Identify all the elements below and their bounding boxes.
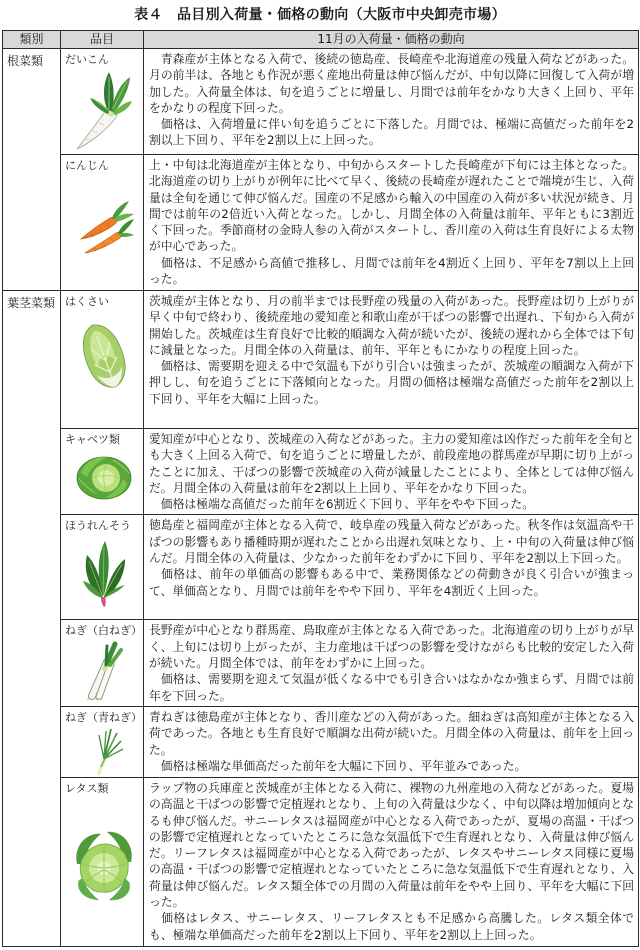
header-row xyxy=(3,31,639,49)
price-paragraph: 価格は、需要期を迎える中で気温も下がり引合いは強まったが、茨城産の順調な入荷が下押しし、旬を追うごとに下落傾向となった。月間の価格は極端な高値だった前年を2割以上下回り、平年を大幅に上回った。 xyxy=(149,359,634,406)
trend-text-cell xyxy=(144,706,639,777)
trend-table xyxy=(2,30,639,947)
carrot-icon xyxy=(79,199,135,255)
lettuce-icon xyxy=(71,824,137,904)
header-trend: 11月の入荷量・価格の動向 xyxy=(144,31,639,49)
trend-paragraph: 青森産が主体となる入荷で、後続の徳島産、長崎産や北海道産の残量入荷などがあった。月の前半は、各地とも作況が悪く産地出荷量は伸び悩んだが、中旬以降に回復して入荷が増加した。入荷量全体は、旬を追うごとに増量し、月間では前年をかなり大きく上回り、平年をかなりの程度下回った。 xyxy=(149,52,634,115)
price-paragraph: 価格は、不足感から高値で推移し、月間では前年を4割近く上回り、平年を7割以上上回った。 xyxy=(149,255,634,287)
price-paragraph: 価格は、前年の単価高の影響もある中で、業務関係などの荷動きが良く引合いが強まって、単価高となり、月間では前年をやや下回り、平年を4割近く上回った。 xyxy=(149,567,634,598)
item-cell xyxy=(61,620,144,706)
trend-paragraph: 長野産が中心となり群馬産、鳥取産が主体となる入荷であった。北海道産の切り上がりが早く、上旬には切り上がったが、主力産地は干ばつの影響を受けながらも比較的安定した入荷が続いた。月間全体では、前年をわずかに上回った。 xyxy=(149,623,634,671)
trend-paragraph: 青ねぎは徳島産が主体となり、香川産などの入荷があった。細ねぎは高知産が主体となる入荷であった。各地とも生育良好で順調な出荷が続いた。月間全体の入荷量は、前年を上回った。 xyxy=(149,709,634,757)
trend-text-cell xyxy=(144,777,639,946)
trend-paragraph: 徳島産と福岡産が主体となる入荷で、岐阜産の残量入荷などがあった。秋冬作は気温高や干ばつの影響もあり播種時期が遅れたことから出遅れ気味となり、上・中旬の入荷量は伸び悩んだ。月間全体の入荷量は、少なかった前年をわずかに下回り、平年を2割以上下回った。 xyxy=(149,518,634,566)
trend-text-cell xyxy=(144,620,639,706)
trend-text-cell xyxy=(144,291,639,429)
category-cell-leaf-stem-vegetables: 葉茎菜類 xyxy=(3,291,61,947)
item-label: ねぎ（青ねぎ） xyxy=(65,710,142,724)
table-row xyxy=(3,620,639,706)
price-paragraph: 価格は極端な高値だった前年を6割近く下回り、平年をやや下回った。 xyxy=(149,497,535,512)
table-row xyxy=(3,429,639,515)
item-label: だいこん xyxy=(65,53,109,66)
green-onion-icon xyxy=(85,727,125,775)
white-leek-icon xyxy=(85,640,125,700)
table-row xyxy=(3,515,639,620)
table-row xyxy=(3,49,639,155)
item-label: はくさい xyxy=(65,295,109,308)
trend-text-cell xyxy=(144,49,639,155)
item-label: キャベツ類 xyxy=(65,433,120,446)
table-row xyxy=(3,777,639,946)
trend-paragraph: 茨城産が主体となり、月の前半までは長野産の残量の入荷があった。長野産は切り上がりが早く中旬で終わり、後続産地の愛知産と和歌山産が干ばつの影響で出遅れ、下旬から入荷が開始した。茨城産は生育良好で比較的順調な入荷が続いたが、後続の遅れから全体では下旬に減量となった。月間全体の入荷量は、前年、平年ともにかなりの程度上回った。 xyxy=(149,294,634,357)
trend-text-cell xyxy=(144,155,639,291)
item-cell xyxy=(61,49,144,155)
table-row xyxy=(3,155,639,291)
price-paragraph: 価格は、需要期を迎えて気温が低くなる中でも引き合いはなかなか強まらず、月間では前年を下回った。 xyxy=(149,672,634,703)
category-cell-root-vegetables: 根菜類 xyxy=(3,49,61,291)
table-title: 表４ 品目別入荷量・価格の動向（大阪市中央卸売市場） xyxy=(134,7,506,23)
price-paragraph: 価格は極端な単価高だった前年を大幅に下回り、平年並みであった。 xyxy=(149,758,527,773)
trend-text-cell xyxy=(144,515,639,620)
daikon-icon xyxy=(75,69,133,151)
trend-paragraph: ラップ物の兵庫産と茨城産が主体となる入荷に、裸物の九州産地の入荷などがあった。夏場の高温と干ばつの影響で定植遅れとなり、上旬の入荷量は少なく、中旬以降は増加傾向となるも伸び悩んだ。サニーレタスは福岡産が中心となる入荷であったが、夏場の高温・干ばつの影響で定植遅れとなっていたところに急な気温低下で生育遅れとなり、入荷量は伸び悩んだ。リーフレタスは福岡産が中心となる入荷であったが、レタスやサニーレタス同様に夏場の高温・干ばつの影響で定植遅れとなっていたところに急な気温低下で生育遅れとなり、入荷量は伸び悩んだ。レタス類全体での月間の入荷量は前年をやや上回り、平年を大幅に下回った。 xyxy=(149,780,634,910)
trend-paragraph: 上・中旬は北海道産が主体となり、中旬からスタートした長崎産が下旬には主体となった。北海道産の切り上がりが例年に比べて早く、後続の長崎産が遅れたことで端境が生じ、入荷量は全旬を通じて伸び悩んだ。国産の不足感から輸入の中国産の入荷が多い状況が続き、月間では前年の2倍近い入荷となった。しかし、月間全体の入荷量は前年、平年ともに3割近く下回った。季節商材の金時人参の入荷がスタートし、香川産の入荷は生育良好による太物が中心であった。 xyxy=(149,158,634,254)
trend-paragraph: 愛知産が中心となり、茨城産の入荷などがあった。主力の愛知産は凶作だった前年を全旬とも大きく上回る入荷で、旬を追うごとに増量したが、前段産地の群馬産が早期に切り上がったことに加え、干ばつの影響で茨城産の入荷が減量したことにより、全体としては伸び悩んだ。月間全体の入荷量は前年を2割以上上回り、平年をかなり下回った。 xyxy=(149,432,634,495)
header-item: 品目 xyxy=(61,31,144,49)
item-label: にんじん xyxy=(65,159,109,172)
trend-text-cell xyxy=(144,429,639,515)
price-paragraph: 価格はレタス、サニーレタス、リーフレタスとも不足感から高騰した。レタス類全体でも、極端な単価高だった前年を2割以上下回り、平年を2割以上上回った。 xyxy=(149,911,634,942)
spinach-icon xyxy=(81,537,127,609)
item-cell xyxy=(61,155,144,291)
item-cell xyxy=(61,777,144,946)
item-label: ねぎ（白ねぎ） xyxy=(65,624,142,638)
cabbage-icon xyxy=(75,453,133,501)
price-paragraph: 価格は、入荷増量に伴い旬を追うごとに下落した。月間では、極端に高値だった前年を2割以上下回り、平年を2割以上に上回った。 xyxy=(149,117,634,148)
item-label: ほうれんそう xyxy=(65,519,131,533)
table-row xyxy=(3,706,639,777)
item-cell xyxy=(61,706,144,777)
napa-cabbage-icon xyxy=(75,321,133,391)
item-cell xyxy=(61,429,144,515)
table-row xyxy=(3,291,639,429)
header-category: 類別 xyxy=(3,31,61,49)
item-label: レタス類 xyxy=(65,781,109,795)
item-cell xyxy=(61,515,144,620)
item-cell xyxy=(61,291,144,429)
